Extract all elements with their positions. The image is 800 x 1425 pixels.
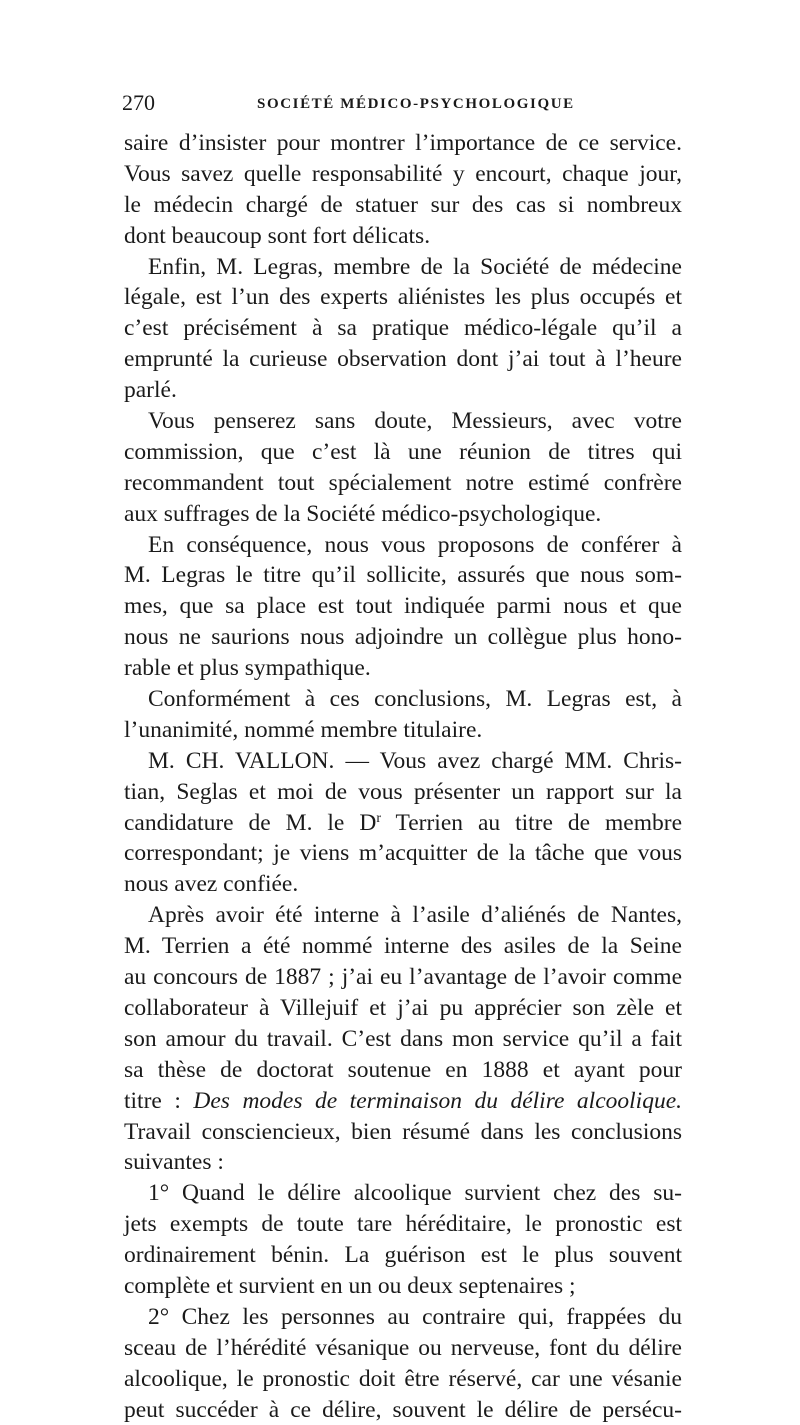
text-line: nous ne saurions nous adjoindre un collègue plus hono-	[124, 624, 682, 651]
text-line: collaborateur à Villejuif et j’ai pu apprécier son zèle et	[124, 994, 682, 1021]
text-line: M. Legras le titre qu’il sollicite, assurés que nous som-	[124, 562, 682, 589]
text-line: Après avoir été interne à l’asile d’aliénés de Nantes,	[148, 902, 682, 929]
body-text	[124, 128, 682, 1425]
page-number: 270	[122, 90, 155, 115]
text-line: le médecin chargé de statuer sur des cas si nombreux	[124, 191, 682, 218]
text-line: titre : Des modes de terminaison du délire alcoolique.	[124, 1087, 682, 1114]
text-line: peut succéder à ce délire, souvent le délire de persécu-	[124, 1396, 682, 1423]
text-line: légale, est l’un des experts aliénistes les plus occupés et	[124, 284, 682, 311]
text-line: Conformément à ces conclusions, M. Legras est, à	[148, 686, 682, 713]
text-line: dont beaucoup sont fort délicats.	[124, 222, 431, 249]
text-line: tian, Seglas et moi de vous présenter un rapport sur la	[124, 778, 682, 805]
page-header	[122, 88, 682, 118]
text-line: Travail consciencieux, bien résumé dans les conclusions	[124, 1118, 682, 1145]
text-line: l’unanimité, nommé membre titulaire.	[124, 716, 483, 743]
text-line: aux suffrages de la Société médico-psychologique.	[124, 500, 602, 527]
text-line: c’est précisément à sa pratique médico-légale qu’il a	[124, 315, 682, 342]
text-line: 2° Chez les personnes au contraire qui, frappées du	[148, 1303, 682, 1330]
text-line: emprunté la curieuse observation dont j’ai tout à l’heure	[124, 346, 682, 373]
text-line: En conséquence, nous vous proposons de conférer à	[148, 531, 682, 558]
text-line: mes, que sa place est tout indiquée parmi nous et que	[124, 593, 682, 620]
text-line: Vous savez quelle responsabilité y encourt, chaque jour,	[124, 160, 682, 187]
text-line: alcoolique, le pronostic doit être réservé, car une vésanie	[124, 1365, 682, 1392]
text-line: son amour du travail. C’est dans mon service qu’il a fait	[124, 1025, 682, 1052]
text-line: complète et survient en un ou deux septenaires ;	[124, 1272, 576, 1299]
text-line: sceau de l’hérédité vésanique ou nerveuse, font du délire	[124, 1334, 682, 1361]
text-line: Vous penserez sans doute, Messieurs, avec votre	[148, 408, 682, 435]
text-line: au concours de 1887 ; j’ai eu l’avantage de l’avoir comme	[124, 964, 682, 991]
text-line: 1° Quand le délire alcoolique survient chez des su-	[148, 1180, 682, 1207]
text-line: rable et plus sympathique.	[124, 655, 371, 682]
text-line: ordinairement bénin. La guérison est le plus souvent	[124, 1242, 682, 1269]
text-line: M. Terrien a été nommé interne des asiles de la Seine	[124, 933, 682, 960]
text-line: commission, que c’est là une réunion de titres qui	[124, 438, 682, 465]
text-line: recommandent tout spécialement notre estimé confrère	[124, 469, 682, 496]
running-head: SOCIÉTÉ MÉDICO-PSYCHOLOGIQUE	[257, 96, 575, 112]
text-line: nous avez confiée.	[124, 871, 299, 898]
text-line: sa thèse de doctorat soutenue en 1888 et ayant pour	[124, 1056, 682, 1083]
text-line: correspondant; je viens m’acquitter de la tâche que vous	[124, 840, 682, 867]
text-line: suivantes :	[124, 1149, 224, 1176]
text-line: Enfin, M. Legras, membre de la Société de médecine	[148, 253, 682, 280]
text-line: saire d’insister pour montrer l’importance de ce service.	[124, 130, 682, 156]
text-line: candidature de M. le $D^r$ Terrien au titre de membre	[124, 809, 683, 836]
text-line: parlé.	[124, 377, 177, 404]
text-line: jets exempts de toute tare héréditaire, le pronostic est	[124, 1211, 682, 1238]
text-line: M. CH. VALLON. — Vous avez chargé MM. Chris-	[148, 747, 683, 774]
